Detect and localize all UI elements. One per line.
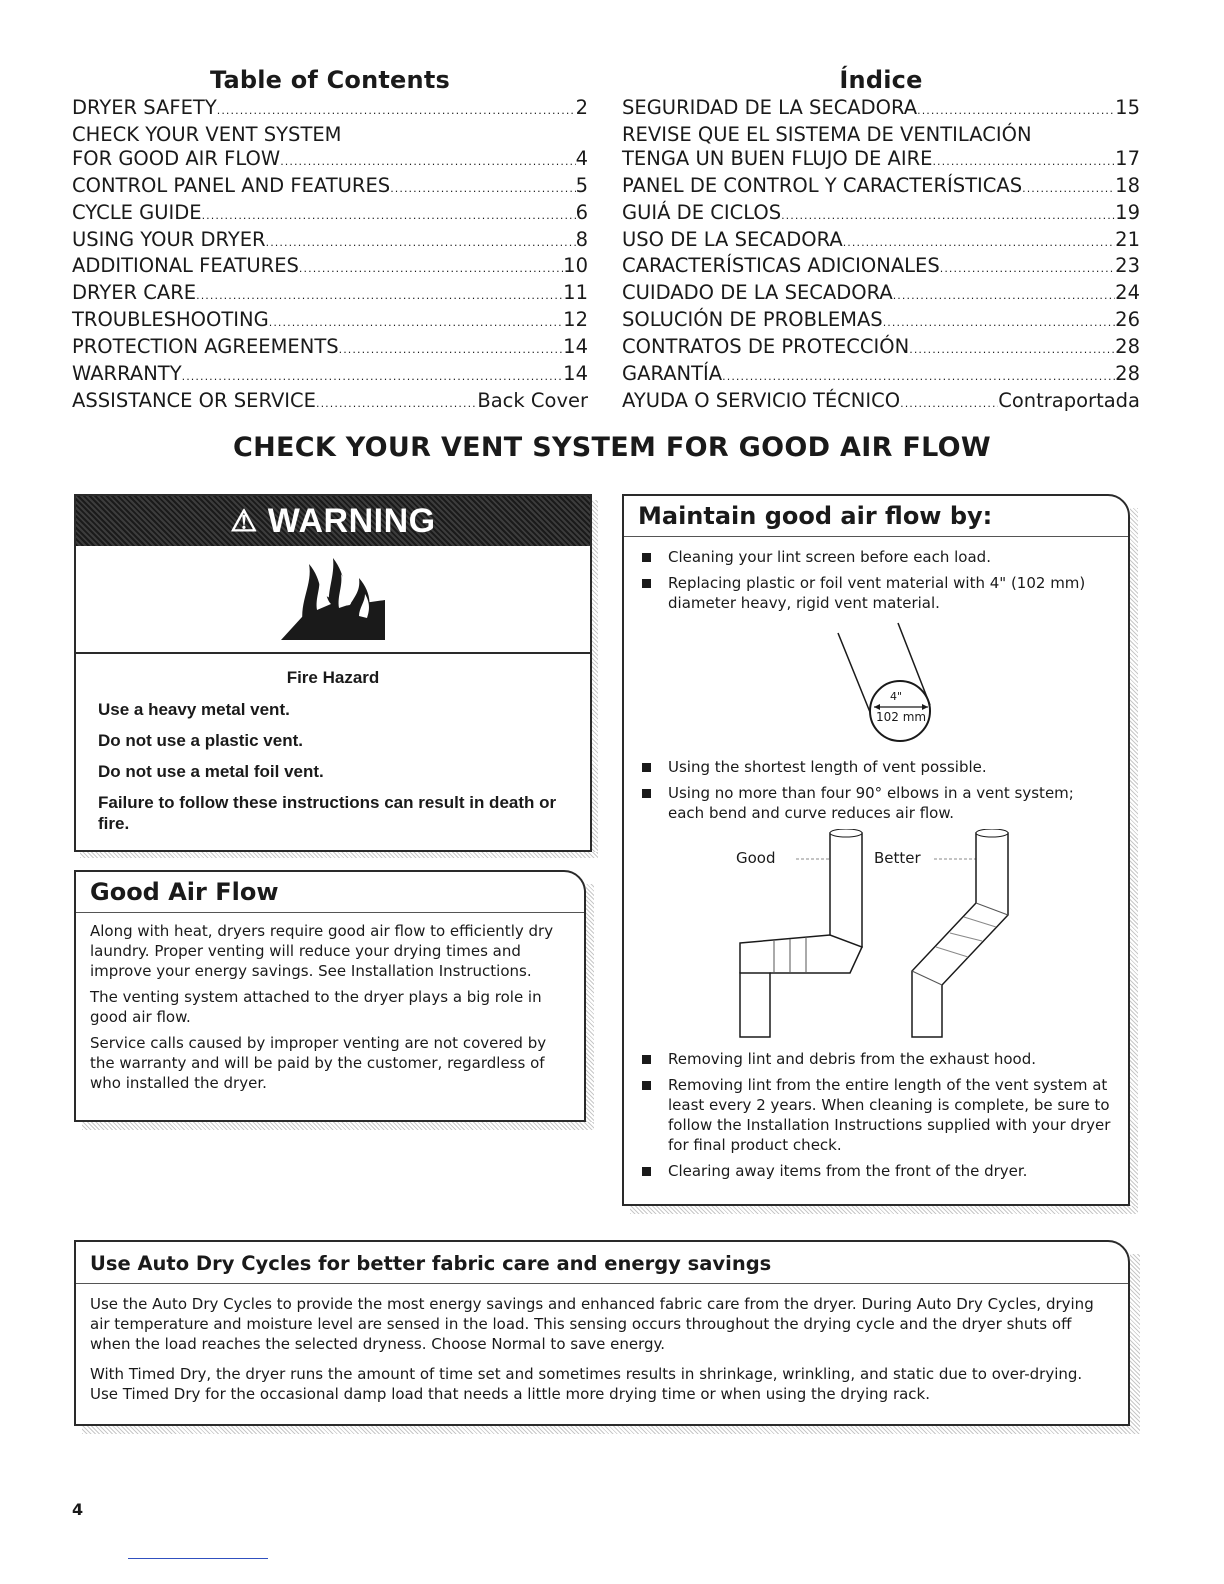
toc-entry-label: CONTROL PANEL AND FEATURES <box>72 173 391 197</box>
toc-entry-label: GUIÁ DE CICLOS <box>622 200 782 224</box>
vent-diameter-diagram <box>624 619 1128 757</box>
warning-triangle-icon: ⚠ <box>230 504 258 538</box>
toc-entry <box>72 228 588 255</box>
toc-entry <box>622 228 1140 255</box>
toc-leader-dots <box>781 201 1115 228</box>
good-air-flow-shadow-bottom <box>82 1122 594 1130</box>
toc-entry-page: 10 <box>563 254 588 278</box>
toc-entry-label: ASSISTANCE OR SERVICE <box>72 388 316 412</box>
toc-entry <box>72 335 588 362</box>
good-label: Good <box>736 849 776 867</box>
page-number: 4 <box>72 1500 84 1519</box>
auto-dry-panel <box>74 1240 1130 1426</box>
toc-leader-dots <box>909 335 1115 362</box>
warning-line: Do not use a metal foil vent. <box>98 762 324 781</box>
toc-entry-page: 24 <box>1115 281 1140 305</box>
toc-entry-label: SEGURIDAD DE LA SECADORA <box>622 96 918 119</box>
toc-leader-dots <box>893 281 1115 308</box>
toc-leader-dots <box>182 362 564 389</box>
toc-entry <box>622 201 1140 228</box>
toc-entry <box>622 254 1140 281</box>
toc-entry-label: TROUBLESHOOTING <box>72 308 269 332</box>
toc-entry <box>622 335 1140 362</box>
toc-leader-dots <box>900 389 998 416</box>
toc-entry-page: 14 <box>563 335 588 359</box>
toc-entry-label: WARRANTY <box>72 362 182 386</box>
toc-leader-dots <box>202 201 576 228</box>
toc-entry-label: PROTECTION AGREEMENTS <box>72 335 339 359</box>
warning-box <box>74 494 592 852</box>
toc-entry <box>72 96 588 123</box>
good-air-flow-shadow <box>586 884 594 1130</box>
toc-english-title: Table of Contents <box>210 66 450 94</box>
toc-leader-dots <box>217 96 576 123</box>
auto-dry-body <box>76 1284 1128 1424</box>
toc-entry <box>622 174 1140 201</box>
toc-entry-label: REVISE QUE EL SISTEMA DE VENTILACIÓN <box>622 122 1032 146</box>
toc-entry-page: 28 <box>1115 335 1140 359</box>
auto-dry-shadow <box>1130 1254 1140 1434</box>
diameter-mm-label: 102 mm <box>876 710 927 724</box>
warning-banner <box>76 496 590 546</box>
list-item: Removing lint from the entire length of the vent system at least every 2 years. When cleaning is complete, be sure to follow the Installation Instructions supplied with your dryer for final product check. <box>638 1075 1112 1155</box>
maintain-shadow <box>1130 508 1138 1214</box>
list-item: Using the shortest length of vent possible. <box>638 757 1112 777</box>
good-air-flow-title: Good Air Flow <box>76 872 584 913</box>
toc-entry <box>622 147 1140 174</box>
toc-leader-dots <box>266 228 576 255</box>
toc-entry-label: CHECK YOUR VENT SYSTEM <box>72 122 342 146</box>
toc-entry-page: 19 <box>1115 200 1140 224</box>
auto-dry-paragraph: With Timed Dry, the dryer runs the amount of time set and sometimes results in shrinkage, wrinkling, and static due to over-drying. Use Timed Dry for the occasional damp load that needs a little more drying time or when using the drying rack. <box>90 1365 1083 1403</box>
toc-leader-dots <box>196 281 563 308</box>
elbow-illustration <box>624 829 1128 1049</box>
warning-line: Failure to follow these instructions can result in death or fire. <box>98 793 557 833</box>
toc-entry-label: USO DE LA SECADORA <box>622 227 843 251</box>
toc-entry-page: Back Cover <box>477 388 588 412</box>
toc-entry-label: ADDITIONAL FEATURES <box>72 254 299 278</box>
toc-spanish <box>622 66 1140 416</box>
toc-entry-label: DRYER SAFETY <box>72 96 217 119</box>
fire-icon <box>273 554 393 644</box>
elbow-comparison-diagram <box>624 829 1128 1049</box>
toc-entry-page: Contraportada <box>998 388 1140 412</box>
toc-entry-page: 17 <box>1115 146 1140 170</box>
maintain-shadow-bottom <box>630 1206 1138 1214</box>
toc-english <box>72 66 588 416</box>
toc-leader-dots <box>843 228 1115 255</box>
toc-leader-dots <box>940 254 1115 281</box>
warning-shadow <box>592 500 598 858</box>
toc-entry-label: AYUDA O SERVICIO TÉCNICO <box>622 388 901 412</box>
toc-entry <box>72 254 588 281</box>
toc-entry-label: TENGA UN BUEN FLUJO DE AIRE <box>622 146 933 170</box>
fire-hazard-graphic <box>76 546 590 654</box>
vent-diameter-illustration <box>624 619 1128 757</box>
good-air-flow-paragraph: The venting system attached to the dryer plays a big role in good air flow. <box>90 988 542 1026</box>
toc-entry-page: 11 <box>563 281 588 305</box>
toc-leader-dots <box>722 362 1115 389</box>
toc-entry-label: CUIDADO DE LA SECADORA <box>622 281 893 305</box>
list-item: Removing lint and debris from the exhaust hood. <box>638 1049 1112 1069</box>
toc-entry-label: CARACTERÍSTICAS ADICIONALES <box>622 254 940 278</box>
toc-entry-label: SOLUCIÓN DE PROBLEMAS <box>622 308 883 332</box>
toc-entry-label: USING YOUR DRYER <box>72 227 266 251</box>
toc-spanish-list <box>622 96 1140 416</box>
toc-entry-page: 14 <box>563 362 588 386</box>
toc-entry <box>72 201 588 228</box>
auto-dry-paragraph: Use the Auto Dry Cycles to provide the most energy savings and enhanced fabric care from the dryer. During Auto Dry Cycles, drying air temperature and moisture level are sensed in the load. This sensing occurs throughout the drying cycle and the dryer shuts off when the load reaches the selected dryness. Choose Normal to save energy. <box>90 1295 1094 1353</box>
toc-leader-dots <box>269 308 563 335</box>
toc-leader-dots <box>883 308 1115 335</box>
toc-leader-dots <box>917 96 1115 123</box>
toc-english-list <box>72 96 588 416</box>
page-title: CHECK YOUR VENT SYSTEM FOR GOOD AIR FLOW <box>233 432 991 463</box>
toc-spanish-title: Índice <box>839 66 923 94</box>
warning-line: Use a heavy metal vent. <box>98 700 290 719</box>
list-item: Clearing away items from the front of the dryer. <box>638 1161 1112 1181</box>
warning-banner-text: WARNING <box>267 501 436 540</box>
toc-entry <box>72 362 588 389</box>
toc-entry-page: 15 <box>1115 96 1140 119</box>
good-air-flow-panel <box>74 870 586 1122</box>
toc-entry <box>72 174 588 201</box>
warning-shadow-bottom <box>80 852 598 858</box>
toc-entry <box>622 123 1140 147</box>
toc-entry <box>622 389 1140 416</box>
toc-entry-label: GARANTÍA <box>622 362 723 386</box>
toc-entry-page: 5 <box>575 173 588 197</box>
toc-leader-dots <box>932 147 1115 174</box>
toc-entry-page: 12 <box>563 308 588 332</box>
toc-entry-page: 2 <box>575 96 588 119</box>
toc-leader-dots <box>390 174 575 201</box>
auto-dry-title: Use Auto Dry Cycles for better fabric care and energy savings <box>76 1242 1128 1284</box>
toc-leader-dots <box>280 147 575 174</box>
list-item: Using no more than four 90° elbows in a vent system; each bend and curve reduces air flow. <box>638 783 1112 823</box>
toc-entry <box>72 389 588 416</box>
list-item: Cleaning your lint screen before each load. <box>638 547 1112 567</box>
good-air-flow-paragraph: Service calls caused by improper venting are not covered by the warranty and will be paid by the customer, regardless of who installed the dryer. <box>90 1034 547 1092</box>
warning-line: Do not use a plastic vent. <box>98 731 303 750</box>
warning-content <box>76 654 590 834</box>
toc-entry <box>622 281 1140 308</box>
toc-entry-page: 23 <box>1115 254 1140 278</box>
toc-entry-label: DRYER CARE <box>72 281 197 305</box>
maintain-bullets-b <box>624 757 1128 823</box>
hazard-title: Fire Hazard <box>286 668 380 687</box>
toc-entry-page: 18 <box>1115 173 1140 197</box>
better-label: Better <box>874 849 921 867</box>
toc-entry <box>72 281 588 308</box>
toc-entry-label: FOR GOOD AIR FLOW <box>72 146 281 170</box>
toc-leader-dots <box>1022 174 1115 201</box>
toc-entry-page: 4 <box>575 146 588 170</box>
maintain-bullets-c <box>624 1049 1128 1181</box>
toc-entry-label: CYCLE GUIDE <box>72 200 202 224</box>
toc-entry-page: 8 <box>575 227 588 251</box>
maintain-air-flow-panel <box>622 494 1130 1206</box>
diameter-inch-label: 4" <box>890 690 903 703</box>
toc-entry <box>622 308 1140 335</box>
toc-entry-label: CONTRATOS DE PROTECCIÓN <box>622 335 910 359</box>
footer-line <box>128 1558 268 1559</box>
auto-dry-shadow-bottom <box>82 1426 1140 1434</box>
toc-entry-page: 26 <box>1115 308 1140 332</box>
toc-leader-dots <box>339 335 564 362</box>
good-air-flow-paragraph: Along with heat, dryers require good air flow to efficiently dry laundry. Proper venting will reduce your drying times and improve your energy savings. See Installation Instructions. <box>90 922 554 980</box>
toc-entry <box>622 96 1140 123</box>
list-item: Replacing plastic or foil vent material with 4" (102 mm) diameter heavy, rigid vent material. <box>638 573 1112 613</box>
toc-entry <box>622 362 1140 389</box>
good-air-flow-body <box>76 913 584 1107</box>
toc-entry <box>72 123 588 147</box>
maintain-title: Maintain good air flow by: <box>624 496 1128 537</box>
toc-entry-page: 28 <box>1115 362 1140 386</box>
toc-entry-label: PANEL DE CONTROL Y CARACTERÍSTICAS <box>622 173 1023 197</box>
toc-entry <box>72 147 588 174</box>
toc-leader-dots <box>299 254 563 281</box>
toc-entry-page: 21 <box>1115 227 1140 251</box>
toc-entry <box>72 308 588 335</box>
maintain-bullets-a <box>624 547 1128 613</box>
toc-leader-dots <box>316 389 477 416</box>
toc-entry-page: 6 <box>575 200 588 224</box>
